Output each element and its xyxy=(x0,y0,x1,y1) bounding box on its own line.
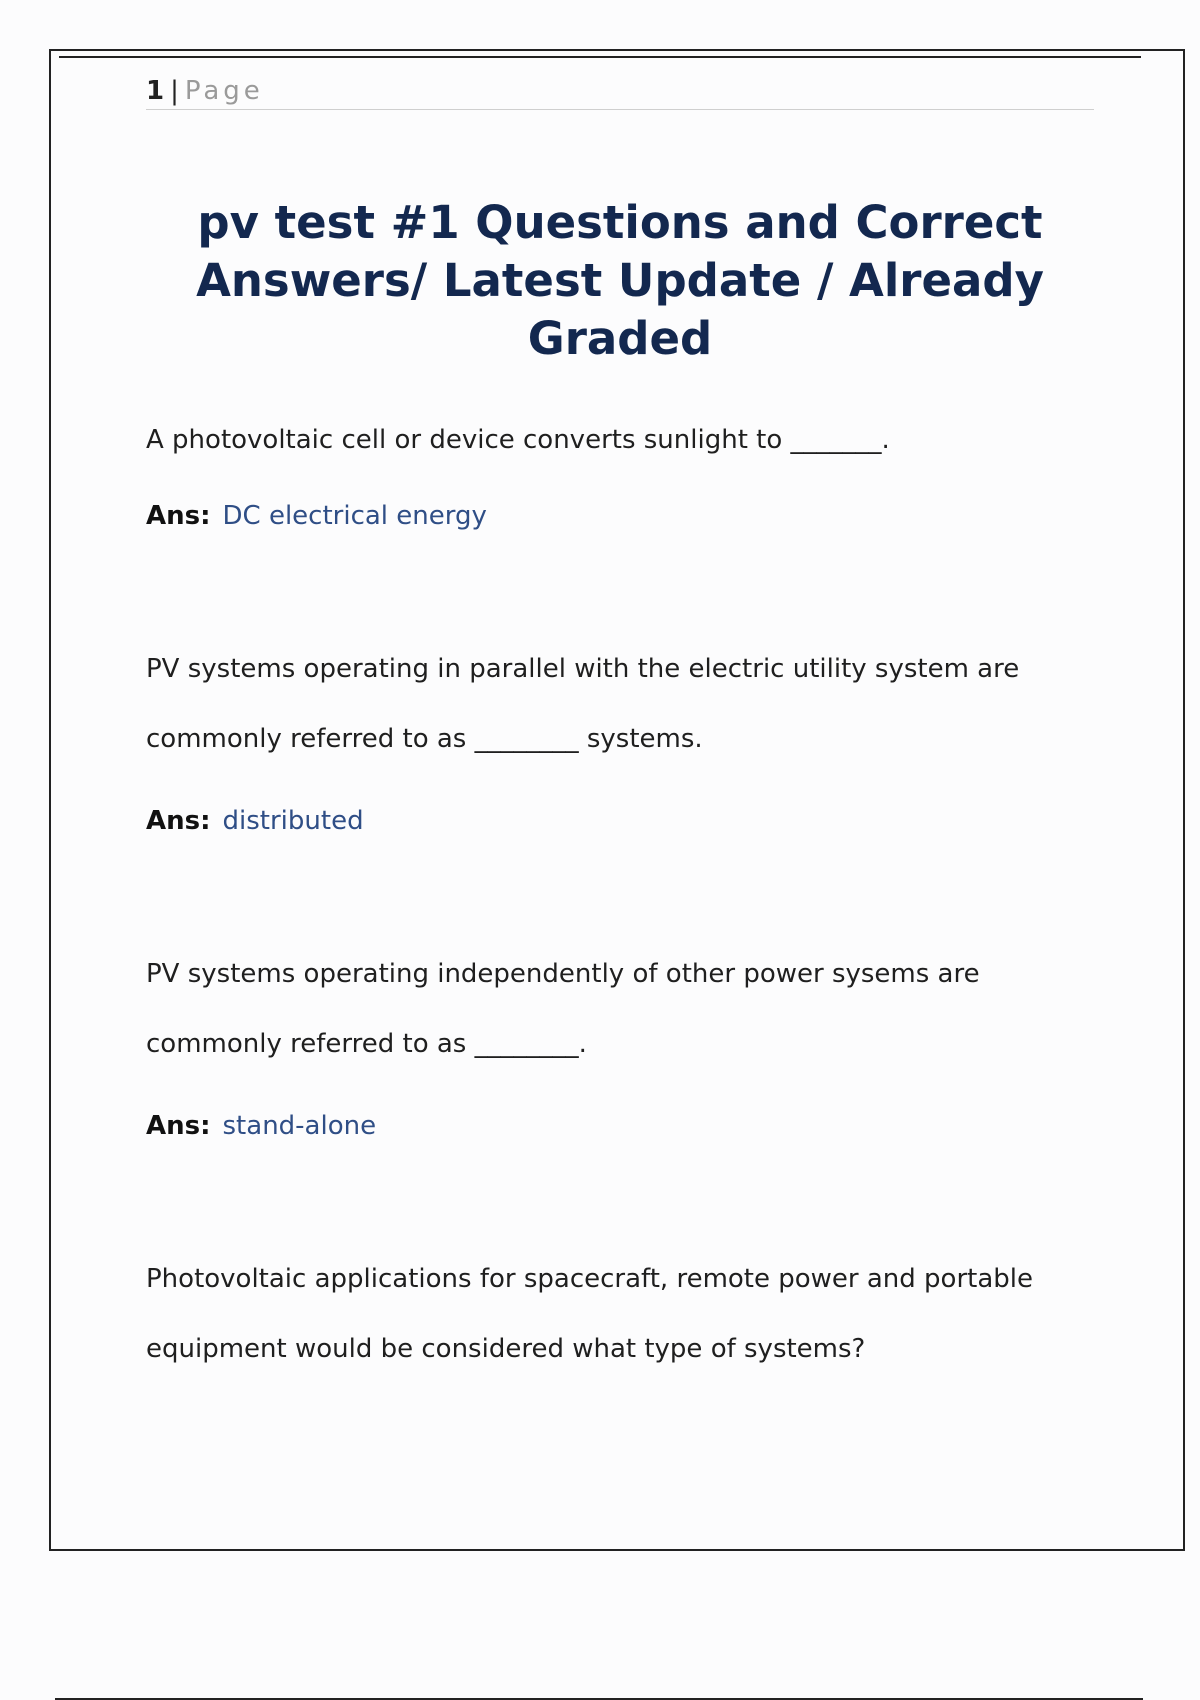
top-rule xyxy=(59,56,1141,58)
answer-2 xyxy=(146,803,1094,839)
page-header xyxy=(146,73,1094,110)
question-3: PV systems operating independently of other power sysems are commonly referred to as ________. xyxy=(146,959,980,1059)
page-number: 1 xyxy=(146,76,165,106)
answer-text: stand-alone xyxy=(222,1111,377,1141)
question-4: Photovoltaic applications for spacecraft, remote power and portable equipment would be considered what type of systems? xyxy=(146,1264,1034,1364)
page-label: Page xyxy=(184,76,264,106)
question-2: PV systems operating in parallel with the electric utility system are commonly referred to as ________ systems. xyxy=(146,654,1020,754)
answer-label: Ans: xyxy=(146,806,211,836)
answer-label: Ans: xyxy=(146,501,211,531)
qa-item-3 xyxy=(146,939,1094,1144)
answer-text: DC electrical energy xyxy=(222,501,487,531)
qa-item-2 xyxy=(146,634,1094,839)
document-title: pv test #1 Questions and Correct Answers/ Latest Update / Already Graded xyxy=(196,196,1044,365)
answer-1 xyxy=(146,498,1094,534)
question-1: A photovoltaic cell or device converts sunlight to _______. xyxy=(146,425,890,455)
page-separator: | xyxy=(170,76,179,106)
answer-text: distributed xyxy=(222,806,364,836)
answer-3 xyxy=(146,1108,1094,1144)
qa-list xyxy=(146,411,1094,1384)
answer-label: Ans: xyxy=(146,1111,211,1141)
qa-item-4 xyxy=(146,1244,1094,1384)
page-frame xyxy=(49,49,1185,1551)
qa-item-1 xyxy=(146,411,1094,534)
